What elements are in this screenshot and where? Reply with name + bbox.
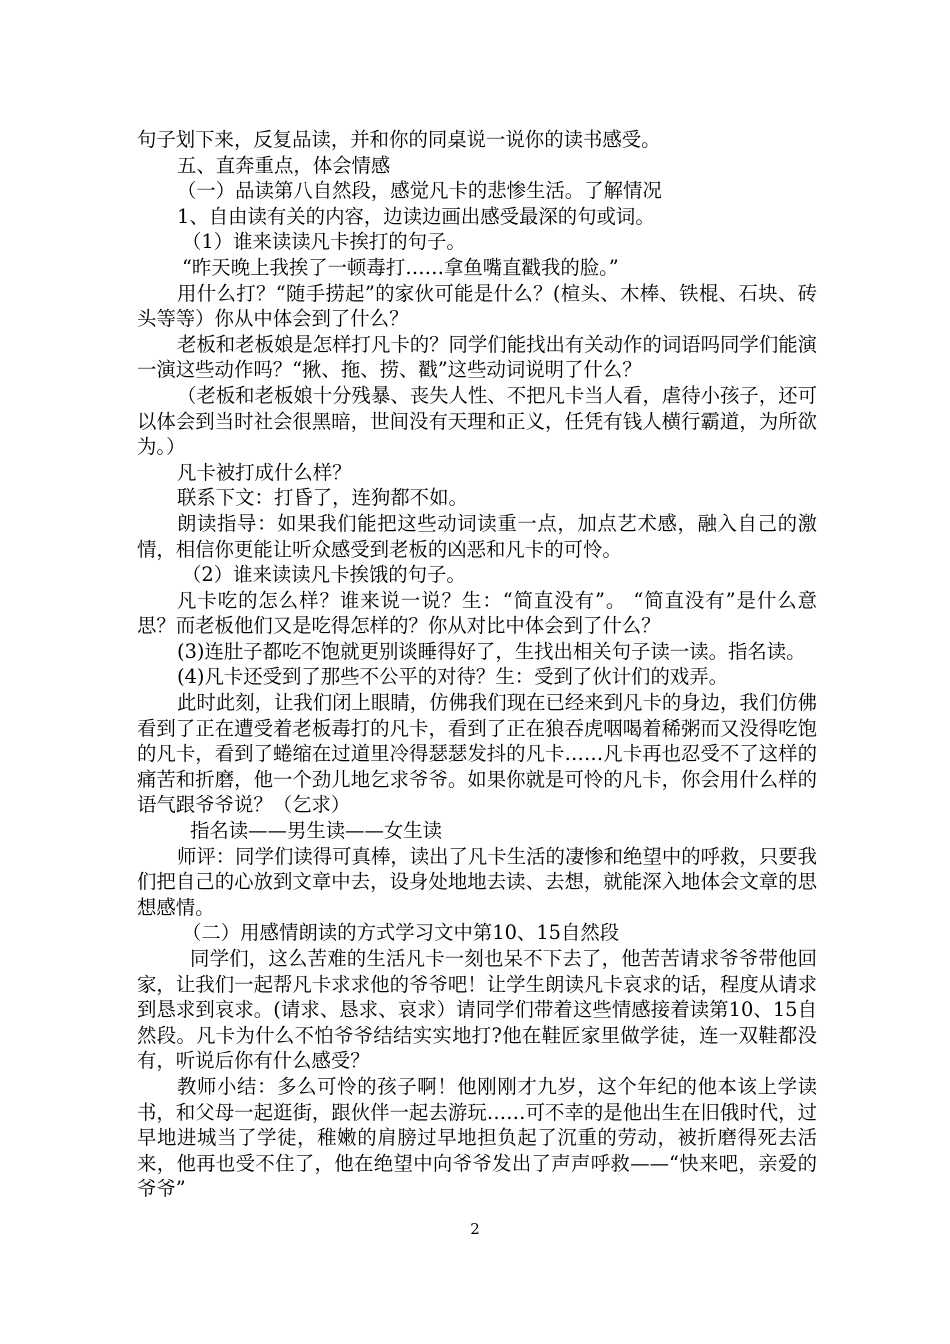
paragraph: 1、自由读有关的内容，边读边画出感受最深的句或词。	[177, 204, 655, 228]
body-text	[137, 127, 817, 1202]
paragraph: 联系下文：打昏了，连狗都不如。	[177, 486, 468, 510]
paragraph: 此时此刻，让我们闭上眼睛，仿佛我们现在已经来到凡卡的身边，我们仿佛看到了正在遭受着老板毒打的凡卡，看到了正在狼吞虎咽喝着稀粥而又没得吃饱的凡卡，看到了蜷缩在过道里冷得瑟瑟发抖的凡卡……凡卡再也忍受不了这样的痛苦和折磨，他一个劲儿地乞求爷爷。如果你就是可怜的凡卡，你会用什么样的语气跟爷爷说？（乞求）	[137, 691, 817, 817]
paragraph: 指名读——男生读——女生读	[190, 819, 443, 843]
paragraph: （2）谁来读读凡卡挨饿的句子。	[182, 563, 466, 587]
subsection-heading: （二）用感情朗读的方式学习文中第10、15自然段	[182, 921, 620, 945]
paragraph: 教师小结：多么可怜的孩子啊！他刚刚才九岁，这个年纪的他本该上学读书，和父母一起逛街，跟伙伴一起去游玩……可不幸的是他出生在旧俄时代，过早地进城当了学徒，稚嫩的肩膀过早地担负起了沉重的劳动，被折磨得死去活来，他再也受不住了，他在绝望中向爷爷发出了声声呼救——“快来吧，亲爱的爷爷”	[137, 1074, 817, 1201]
paragraph: (3)连肚子都吃不饱就更别谈睡得好了，生找出相关句子读一读。指名读。	[177, 639, 806, 663]
page-number: 2	[470, 1220, 480, 1238]
quote: “昨天晚上我挨了一顿毒打……拿鱼嘴直戳我的脸。”	[182, 255, 619, 279]
paragraph: (4)凡卡还受到了那些不公平的对待？生：受到了伙计们的戏弄。	[177, 665, 729, 689]
paragraph: 句子划下来，反复品读，并和你的同桌说一说你的读书感受。	[137, 128, 661, 151]
paragraph: （老板和老板娘十分残暴、丧失人性、不把凡卡当人看，虐待小孩子，还可以体会到当时社会很黑暗，世间没有天理和正义，任凭有钱人横行霸道，为所欲为。）	[137, 383, 817, 459]
paragraph: 朗读指导：如果我们能把这些动词读重一点，加点艺术感，融入自己的激情，相信你更能让听众感受到老板的凶恶和凡卡的可怜。	[137, 511, 817, 561]
paragraph: 师评：同学们读得可真棒，读出了凡卡生活的凄惨和绝望中的呼救，只要我们把自己的心放到文章中去，设身处地地去读、去想，就能深入地体会文章的思想感情。	[137, 844, 817, 919]
paragraph: 凡卡被打成什么样？	[177, 460, 352, 484]
paragraph: 同学们，这么苦难的生活凡卡一刻也呆不下去了，他苦苦请求爷爷带他回家，让我们一起帮凡卡求求他的爷爷吧！让学生朗读凡卡哀求的话，程度从请求到恳求到哀求。(请求、恳求、哀求）请同学们带着这些情感接着读第10、15自然段。凡卡为什么不怕爷爷结结实实地打?他在鞋匠家里做学徒，连一双鞋都没有，听说后你有什么感受？	[137, 947, 817, 1073]
subsection-heading: （一）品读第八自然段，感觉凡卡的悲惨生活。了解情况	[177, 179, 662, 203]
paragraph: 用什么打？“随手捞起”的家伙可能是什么？(楦头、木棒、铁棍、石块、砖头等等）你从中体会到了什么？	[137, 281, 817, 331]
paragraph: （1）谁来读读凡卡挨打的句子。	[182, 230, 466, 254]
section-heading: 五、直奔重点，体会情感	[177, 153, 391, 177]
paragraph: 老板和老板娘是怎样打凡卡的？同学们能找出有关动作的词语吗同学们能演一演这些动作吗？“揪、拖、捞、戳”这些动词说明了什么？	[137, 332, 817, 382]
paragraph: 凡卡吃的怎么样？谁来说一说？生：“简直没有”。 “简直没有”是什么意思？而老板他们又是吃得怎样的？你从对比中体会到了什么？	[137, 588, 817, 638]
